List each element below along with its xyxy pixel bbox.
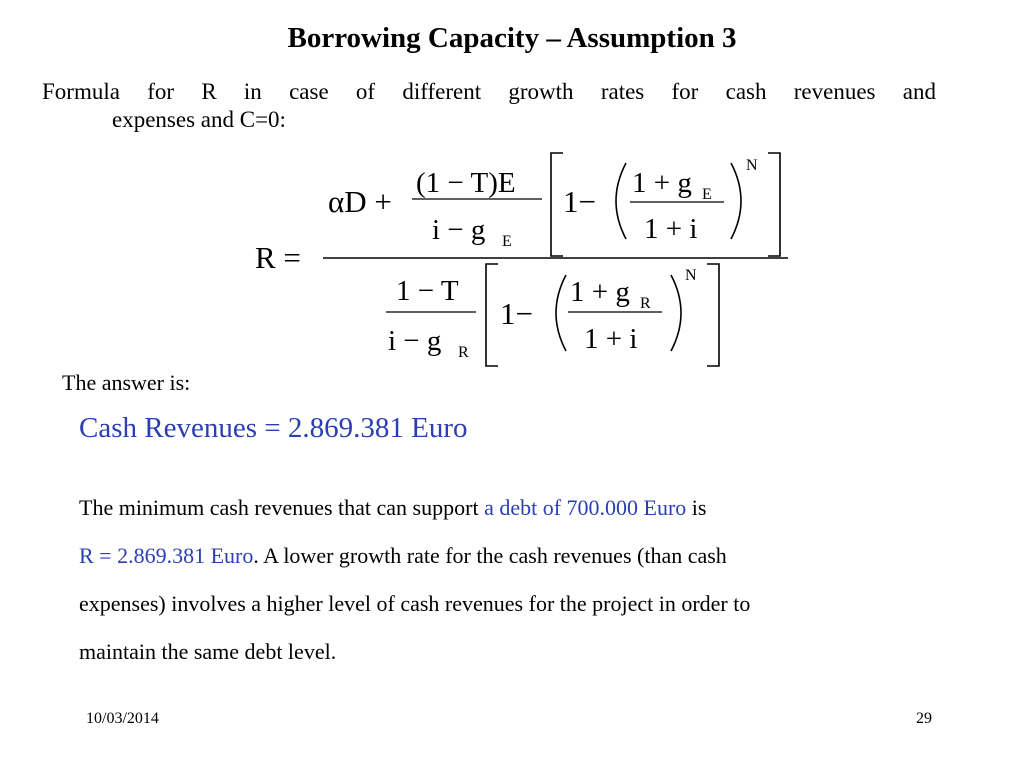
result-highlight: R = 2.869.381 Euro <box>79 543 254 568</box>
para-line-3: expenses) involves a higher level of cash revenues for the project in order to <box>79 591 751 616</box>
para-text: . A lower growth rate for the cash revenues (than cash <box>253 543 727 568</box>
den-frac-top: 1 − T <box>396 275 459 307</box>
answer-value: Cash Revenues = 2.869.381 Euro <box>79 412 468 444</box>
intro-line-2: expenses and C=0: <box>112 107 286 132</box>
exponent-n-2: N <box>685 267 697 284</box>
growth-bottom-1: 1 + i <box>644 213 698 245</box>
den-left-bracket <box>486 264 498 366</box>
growth-bottom-2: 1 + i <box>584 323 638 355</box>
num-frac-top: (1 − T)E <box>416 167 516 199</box>
intro-word: for <box>671 79 699 104</box>
intro-word: and <box>902 79 936 104</box>
intro-word: R <box>201 79 217 104</box>
num-right-bracket <box>768 153 780 256</box>
intro-word: rates <box>600 79 645 104</box>
intro-word: in <box>243 79 262 104</box>
exponent-n-1: N <box>746 157 758 174</box>
den-frac-bottom: i − g <box>388 325 442 357</box>
sub-r-2: R <box>640 295 651 312</box>
den-right-paren <box>671 275 681 351</box>
growth-top-r: 1 + g <box>570 276 630 308</box>
para-text: is <box>686 495 707 520</box>
para-text: The minimum cash revenues that can support <box>79 495 485 520</box>
para-line-1 <box>79 484 979 532</box>
den-one-minus: 1− <box>500 296 533 331</box>
borrowing-formula <box>0 0 1024 380</box>
sub-e-2: E <box>702 186 712 203</box>
num-left-bracket <box>551 153 563 256</box>
alpha-d-term: αD + <box>328 184 392 219</box>
explanation-paragraph <box>79 484 979 676</box>
num-one-minus: 1− <box>563 184 596 219</box>
intro-word: different <box>402 79 482 104</box>
intro-word: growth <box>508 79 574 104</box>
footer-date: 10/03/2014 <box>86 710 159 727</box>
intro-word: of <box>355 79 376 104</box>
num-frac-bottom: i − g <box>432 214 486 246</box>
intro-word: for <box>147 79 175 104</box>
intro-word: revenues <box>793 79 876 104</box>
formula-lhs: R = <box>255 240 301 275</box>
para-line-2 <box>79 532 979 580</box>
answer-label: The answer is: <box>62 370 191 395</box>
num-right-paren <box>731 163 741 239</box>
sub-e: E <box>502 233 512 250</box>
num-left-paren <box>616 163 626 239</box>
growth-top-e: 1 + g <box>632 167 692 199</box>
intro-word: Formula <box>42 79 120 104</box>
den-left-paren <box>556 275 566 351</box>
slide-title: Borrowing Capacity – Assumption 3 <box>287 22 737 54</box>
den-right-bracket <box>707 264 719 366</box>
debt-highlight: a debt of 700.000 Euro <box>484 495 687 520</box>
sub-r: R <box>458 344 469 361</box>
page-number: 29 <box>916 710 932 727</box>
intro-word: cash <box>725 79 767 104</box>
intro-word: case <box>289 79 329 104</box>
para-line-4: maintain the same debt level. <box>79 639 337 664</box>
